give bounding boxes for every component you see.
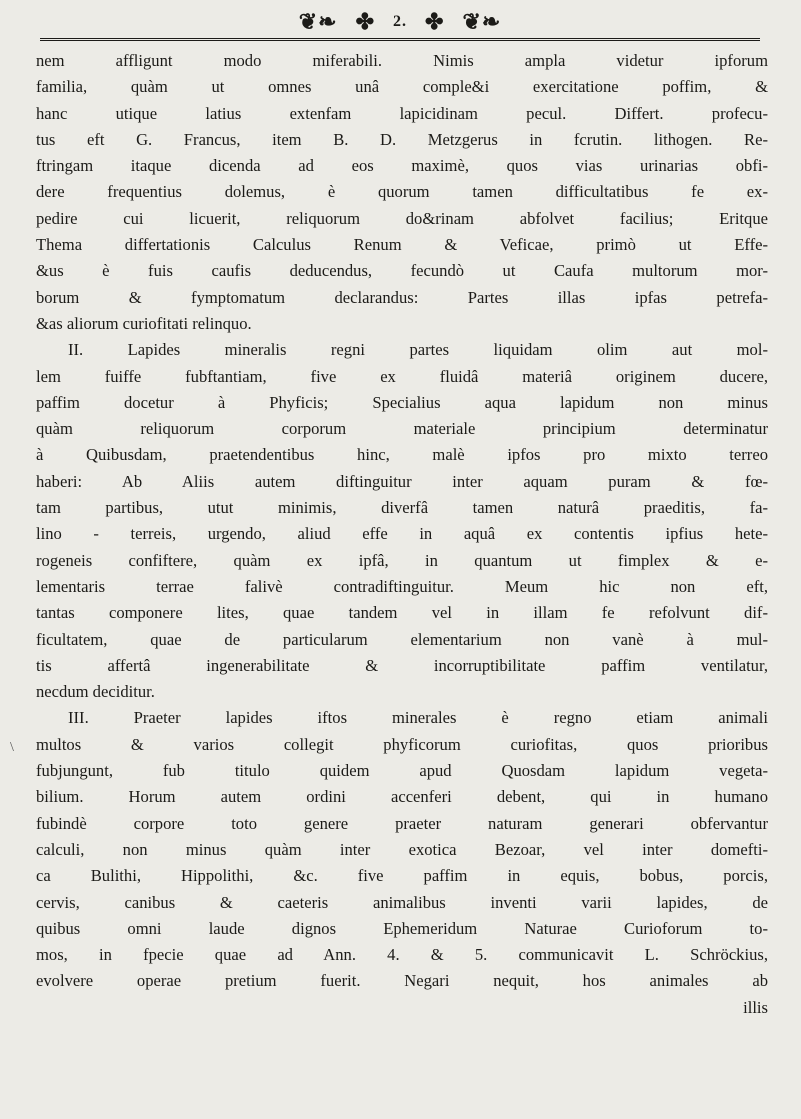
text-line: mos, in fpecie quae ad Ann. 4. & 5. communicavit L. Schröckius, xyxy=(36,945,768,965)
text-line: fubindè corpore toto genere praeter naturam generari obfervantur xyxy=(36,813,768,833)
page-number: 2. xyxy=(393,13,407,30)
text-line: calculi, non minus quàm inter exotica Bezoar, vel inter domefti- xyxy=(36,839,768,859)
text-line: multos & varios collegit phyficorum curiofitas, quos prioribus xyxy=(36,734,768,754)
header-ornament xyxy=(40,10,760,34)
text-line: &us è fuis caufis deducendus, fecundò ut Caufa multorum mor- xyxy=(36,261,768,281)
text-line: lino - terreis, urgendo, aliud effe in aquâ ex contentis ipfius hete- xyxy=(36,524,768,544)
text-line: lem fuiffe fubftantiam, five ex fluidâ materiâ originem ducere, xyxy=(36,366,768,386)
flower-right-icon: ✤ xyxy=(425,9,445,34)
text-line: pedire cui licuerit, reliquorum do&rinam abfolvet facilius; Eritque xyxy=(36,208,768,228)
text-line: tis affertâ ingenerabilitate & incorruptibilitate paffim ventilatur, xyxy=(36,655,768,675)
text-line: ficultatem, quae de particularum elementarium non vanè à mul- xyxy=(36,629,768,649)
catchword: illis xyxy=(743,997,768,1017)
text-line: lementaris terrae falivè contradiftinguitur. Meum hic non eft, xyxy=(36,576,768,596)
text-line: ca Bulithi, Hippolithi, &c. five paffim in equis, bobus, porcis, xyxy=(36,866,768,886)
text-line: evolvere operae pretium fuerit. Negari nequit, hos animales ab xyxy=(36,971,768,991)
text-line: quàm reliquorum corporum materiale principium determinatur xyxy=(36,419,768,439)
body-text xyxy=(36,48,768,1021)
flower-left-icon: ✤ xyxy=(355,9,375,34)
text-line: tus eft G. Francus, item B. D. Metzgerus in fcrutin. lithogen. Re- xyxy=(36,129,768,149)
text-line: haberi: Ab Aliis autem diftinguitur inter aquam puram & fœ- xyxy=(36,471,768,491)
text-line: fubjungunt, fub titulo quidem apud Quosdam lapidum vegeta- xyxy=(36,761,768,781)
text-line: tam partibus, utut minimis, diverfâ tamen naturâ praeditis, fa- xyxy=(36,498,768,518)
section-heading-line: III. Praeter lapides iftos minerales è regno etiam animali xyxy=(68,708,768,728)
text-line: nem affligunt modo miferabili. Nimis ampla videtur ipforum xyxy=(36,51,768,70)
fleuron-left-icon: ❦❧ xyxy=(298,9,338,34)
text-line: ftringam itaque dicenda ad eos maximè, quos vias urinarias obfi- xyxy=(36,156,768,176)
text-line: necdum deciditur. xyxy=(36,682,155,702)
text-line: familia, quàm ut omnes unâ comple&i exercitatione poffim, & xyxy=(36,77,768,97)
text-line: dere frequentius dolemus, è quorum tamen difficultatibus fe ex- xyxy=(36,182,768,202)
text-line: rogeneis confiftere, quàm ex ipfâ, in quantum ut fimplex & e- xyxy=(36,550,768,570)
text-line: paffim docetur à Phyficis; Specialius aqua lapidum non minus xyxy=(36,392,768,412)
text-line: cervis, canibus & caeteris animalibus inventi varii lapides, de xyxy=(36,892,768,912)
text-line: tantas componere lites, quae tandem vel in illam fe refolvunt dif- xyxy=(36,603,768,623)
text-line: bilium. Horum autem ordini accenferi debent, qui in humano xyxy=(36,787,768,807)
header-rule xyxy=(40,38,760,41)
text-line: &as aliorum curiofitati relinquo. xyxy=(36,313,252,333)
text-line: hanc utique latius extenfam lapicidinam pecul. Differt. profecu- xyxy=(36,103,768,123)
page-header xyxy=(40,10,760,42)
text-line: quibus omni laude dignos Ephemeridum Naturae Curioforum to- xyxy=(36,918,768,938)
margin-mark: \ xyxy=(10,740,14,755)
section-heading-line: II. Lapides mineralis regni partes liquidam olim aut mol- xyxy=(68,340,768,360)
fleuron-right-icon: ❦❧ xyxy=(462,9,502,34)
text-line: à Quibusdam, praetendentibus hinc, malè ipfos pro mixto terreo xyxy=(36,445,768,465)
text-line: borum & fymptomatum declarandus: Partes illas ipfas petrefa- xyxy=(36,287,768,307)
text-line: Thema differtationis Calculus Renum & Veficae, primò ut Effe- xyxy=(36,235,768,255)
